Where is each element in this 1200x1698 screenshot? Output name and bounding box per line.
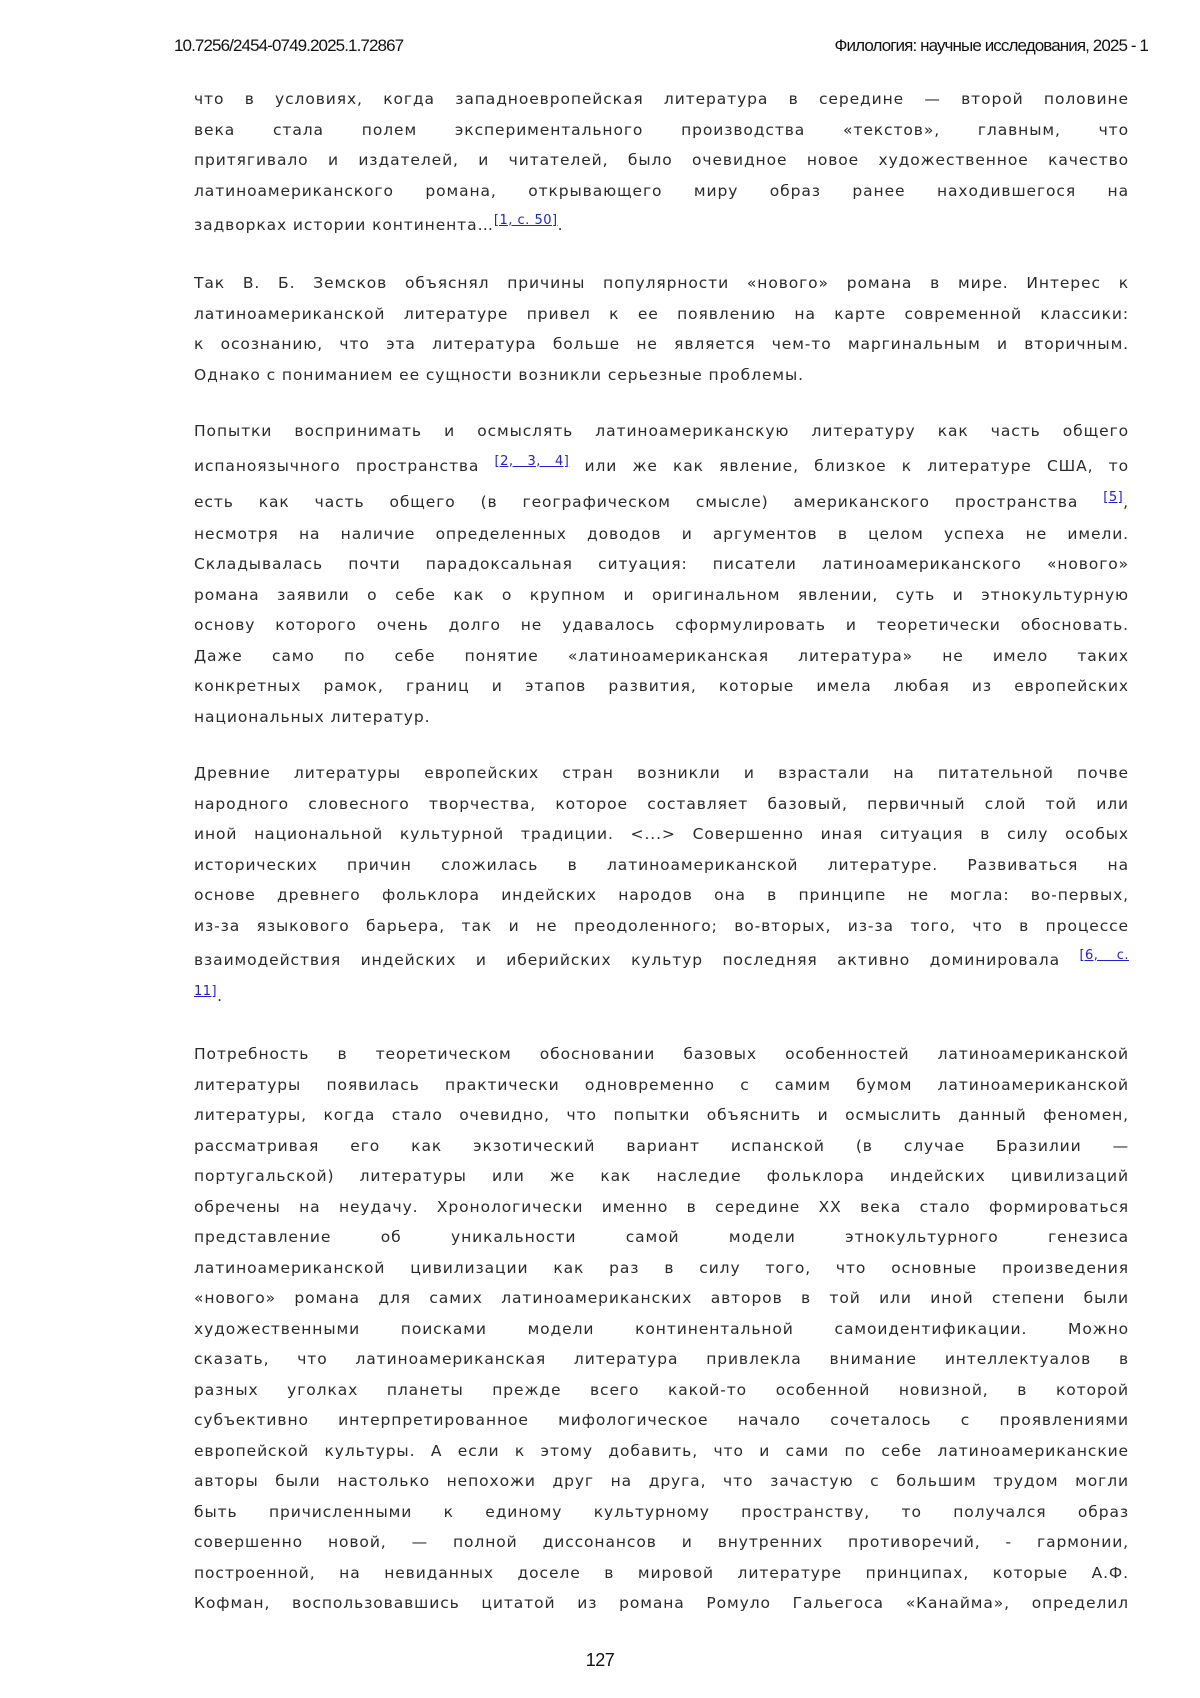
text-line [194, 1192, 1129, 1223]
text-line [194, 671, 1129, 702]
text-line [194, 641, 1129, 672]
text-line [194, 145, 1129, 176]
text-line [194, 880, 1129, 911]
text-line [194, 268, 1129, 299]
text-segment: латиноамериканской цивилизации как раз в силу того, что основные произведения [194, 1259, 1129, 1277]
text-line [194, 1070, 1129, 1101]
text-segment: португальской) литературы или же как наследие фольклора индейских цивилизаций [194, 1167, 1129, 1185]
paragraph [194, 268, 1129, 390]
text-segment: романа заявили о себе как о крупном и оригинальном явлении, суть и этнокультурную [194, 586, 1129, 604]
text-line [194, 1558, 1129, 1589]
citation-link[interactable]: [2, 3, 4] [495, 454, 570, 469]
text-line [194, 702, 1129, 733]
text-line [194, 1497, 1129, 1528]
text-segment: что в условиях, когда западноевропейская литература в середине — второй половине [194, 90, 1129, 108]
text-line [194, 1100, 1129, 1131]
text-segment: совершенно новой, — полной диссонансов и внутренних противоречий, - гармонии, [194, 1533, 1129, 1551]
text-segment: . [217, 987, 223, 1005]
text-line [194, 1283, 1129, 1314]
text-segment: «нового» романа для самих латиноамериканских авторов в той или иной степени были [194, 1289, 1129, 1307]
text-line [194, 115, 1129, 146]
text-segment: или же как явление, близкое к литературе США, то [569, 457, 1129, 475]
paragraph [194, 1039, 1129, 1619]
text-segment: литературы, когда стало очевидно, что попытки объяснить и осмыслить данный феномен, [194, 1106, 1129, 1124]
citation-link[interactable]: 11] [194, 984, 217, 999]
text-line [194, 1405, 1129, 1436]
text-segment: сказать, что латиноамериканская литература привлекла внимание интеллектуалов в [194, 1350, 1129, 1368]
text-line [194, 941, 1129, 977]
text-line [194, 416, 1129, 447]
text-line [194, 758, 1129, 789]
text-line [194, 1436, 1129, 1467]
text-segment: несмотря на наличие определенных доводов и аргументов в целом успеха не имели. [194, 525, 1129, 543]
text-segment: конкретных рамок, границ и этапов развития, которые имела любая из европейских [194, 677, 1129, 695]
page-number: 127 [0, 1650, 1200, 1671]
text-segment: взаимодействия индейских и иберийских культур последняя активно доминировала [194, 951, 1079, 969]
text-line [194, 329, 1129, 360]
text-segment: , [1123, 493, 1129, 511]
text-line [194, 176, 1129, 207]
text-segment: европейской культуры. А если к этому добавить, что и сами по себе латиноамериканские [194, 1442, 1129, 1460]
text-line [194, 549, 1129, 580]
text-segment: обречены на неудачу. Хронологически именно в середине XX века стало формироваться [194, 1198, 1129, 1216]
text-line [194, 447, 1129, 483]
text-line [194, 1161, 1129, 1192]
text-line [194, 819, 1129, 850]
text-line [194, 610, 1129, 641]
text-line [194, 850, 1129, 881]
text-line [194, 483, 1129, 519]
text-segment: Попытки воспринимать и осмыслять латиноамериканскую литературу как часть общего [194, 422, 1129, 440]
text-segment: Так В. Б. Земсков объяснял причины популярности «нового» романа в мире. Интерес к [194, 274, 1129, 292]
citation-link[interactable]: [1, с. 50] [494, 213, 558, 228]
text-line [194, 1131, 1129, 1162]
text-segment: построенной, на невиданных доселе в мировой литературе принципах, которые А.Ф. [194, 1564, 1129, 1582]
text-segment: литературы появилась практически одновременно с самим бумом латиноамериканской [194, 1076, 1129, 1094]
text-line [194, 911, 1129, 942]
text-line [194, 299, 1129, 330]
text-segment: латиноамериканского романа, открывающего миру образ ранее находившегося на [194, 182, 1129, 200]
text-segment: рассматривая его как экзотический вариант испанской (в случае Бразилии — [194, 1137, 1129, 1155]
text-segment: есть как часть общего (в географическом смысле) американского пространства [194, 493, 1103, 511]
text-line [194, 360, 1129, 391]
text-line [194, 1588, 1129, 1619]
text-line [194, 580, 1129, 611]
citation-link[interactable]: [6, с. [1079, 948, 1129, 963]
text-line [194, 1466, 1129, 1497]
text-segment: народного словесного творчества, которое составляет базовый, первичный слой той или [194, 795, 1129, 813]
text-segment: представление об уникальности самой модели этнокультурного генезиса [194, 1228, 1129, 1246]
text-line [194, 1253, 1129, 1284]
text-segment: Потребность в теоретическом обосновании базовых особенностей латиноамериканской [194, 1045, 1129, 1063]
text-segment: из-за языкового барьера, так и не преодоленного; во-вторых, из-за того, что в процессе [194, 917, 1129, 935]
text-line [194, 1314, 1129, 1345]
text-segment: авторы были настолько непохожи друг на друга, что зачастую с большим трудом могли [194, 1472, 1129, 1490]
text-segment: субъективно интерпретированное мифологическое начало сочеталось с проявлениями [194, 1411, 1129, 1429]
text-line [194, 1375, 1129, 1406]
text-segment: задворках истории континента… [194, 216, 494, 234]
paragraph [194, 416, 1129, 732]
citation-link[interactable]: [5] [1103, 490, 1123, 505]
text-segment: Однако с пониманием ее сущности возникли серьезные проблемы. [194, 366, 804, 384]
article-body [194, 84, 1129, 1645]
text-segment: испаноязычного пространства [194, 457, 495, 475]
text-segment: к осознанию, что эта литература больше не является чем-то маргинальным и вторичным. [194, 335, 1129, 353]
text-segment: основе древнего фольклора индейских народов она в принципе не могла: во-первых, [194, 886, 1129, 904]
paragraph [194, 758, 1129, 1013]
text-segment: быть причисленными к единому культурному пространству, то получался образ [194, 1503, 1129, 1521]
text-line [194, 1344, 1129, 1375]
text-segment: основу которого очень долго не удавалось сформулировать и теоретически обосновать. [194, 616, 1129, 634]
text-segment: притягивало и издателей, и читателей, было очевидное новое художественное качество [194, 151, 1129, 169]
journal-title: Филология: научные исследования, 2025 - 1 [834, 36, 1148, 56]
text-segment: национальных литератур. [194, 708, 430, 726]
paragraph [194, 84, 1129, 242]
text-line [194, 1527, 1129, 1558]
text-segment: разных уголках планеты прежде всего какой-то особенной новизной, в которой [194, 1381, 1129, 1399]
text-line [194, 1222, 1129, 1253]
text-segment: исторических причин сложилась в латиноамериканской литературе. Развиваться на [194, 856, 1129, 874]
text-line [194, 84, 1129, 115]
text-segment: века стала полем экспериментального производства «текстов», главным, что [194, 121, 1129, 139]
text-line [194, 977, 1129, 1013]
text-line [194, 1039, 1129, 1070]
text-line [194, 789, 1129, 820]
text-line [194, 206, 1129, 242]
text-line [194, 519, 1129, 550]
text-segment: Кофман, воспользовавшись цитатой из романа Ромуло Гальегоса «Канайма», определил [194, 1594, 1129, 1612]
text-segment: Древние литературы европейских стран возникли и взрастали на питательной почве [194, 764, 1129, 782]
text-segment: . [558, 216, 564, 234]
article-doi: 10.7256/2454-0749.2025.1.72867 [174, 36, 403, 56]
text-segment: латиноамериканской литературе привел к ее появлению на карте современной классики: [194, 305, 1129, 323]
text-segment: художественными поисками модели континентальной самоидентификации. Можно [194, 1320, 1129, 1338]
text-segment: Даже само по себе понятие «латиноамериканская литература» не имело таких [194, 647, 1129, 665]
text-segment: иной национальной культурной традиции. <...> Совершенно иная ситуация в силу особых [194, 825, 1129, 843]
text-segment: Складывалась почти парадоксальная ситуация: писатели латиноамериканского «нового» [194, 555, 1129, 573]
